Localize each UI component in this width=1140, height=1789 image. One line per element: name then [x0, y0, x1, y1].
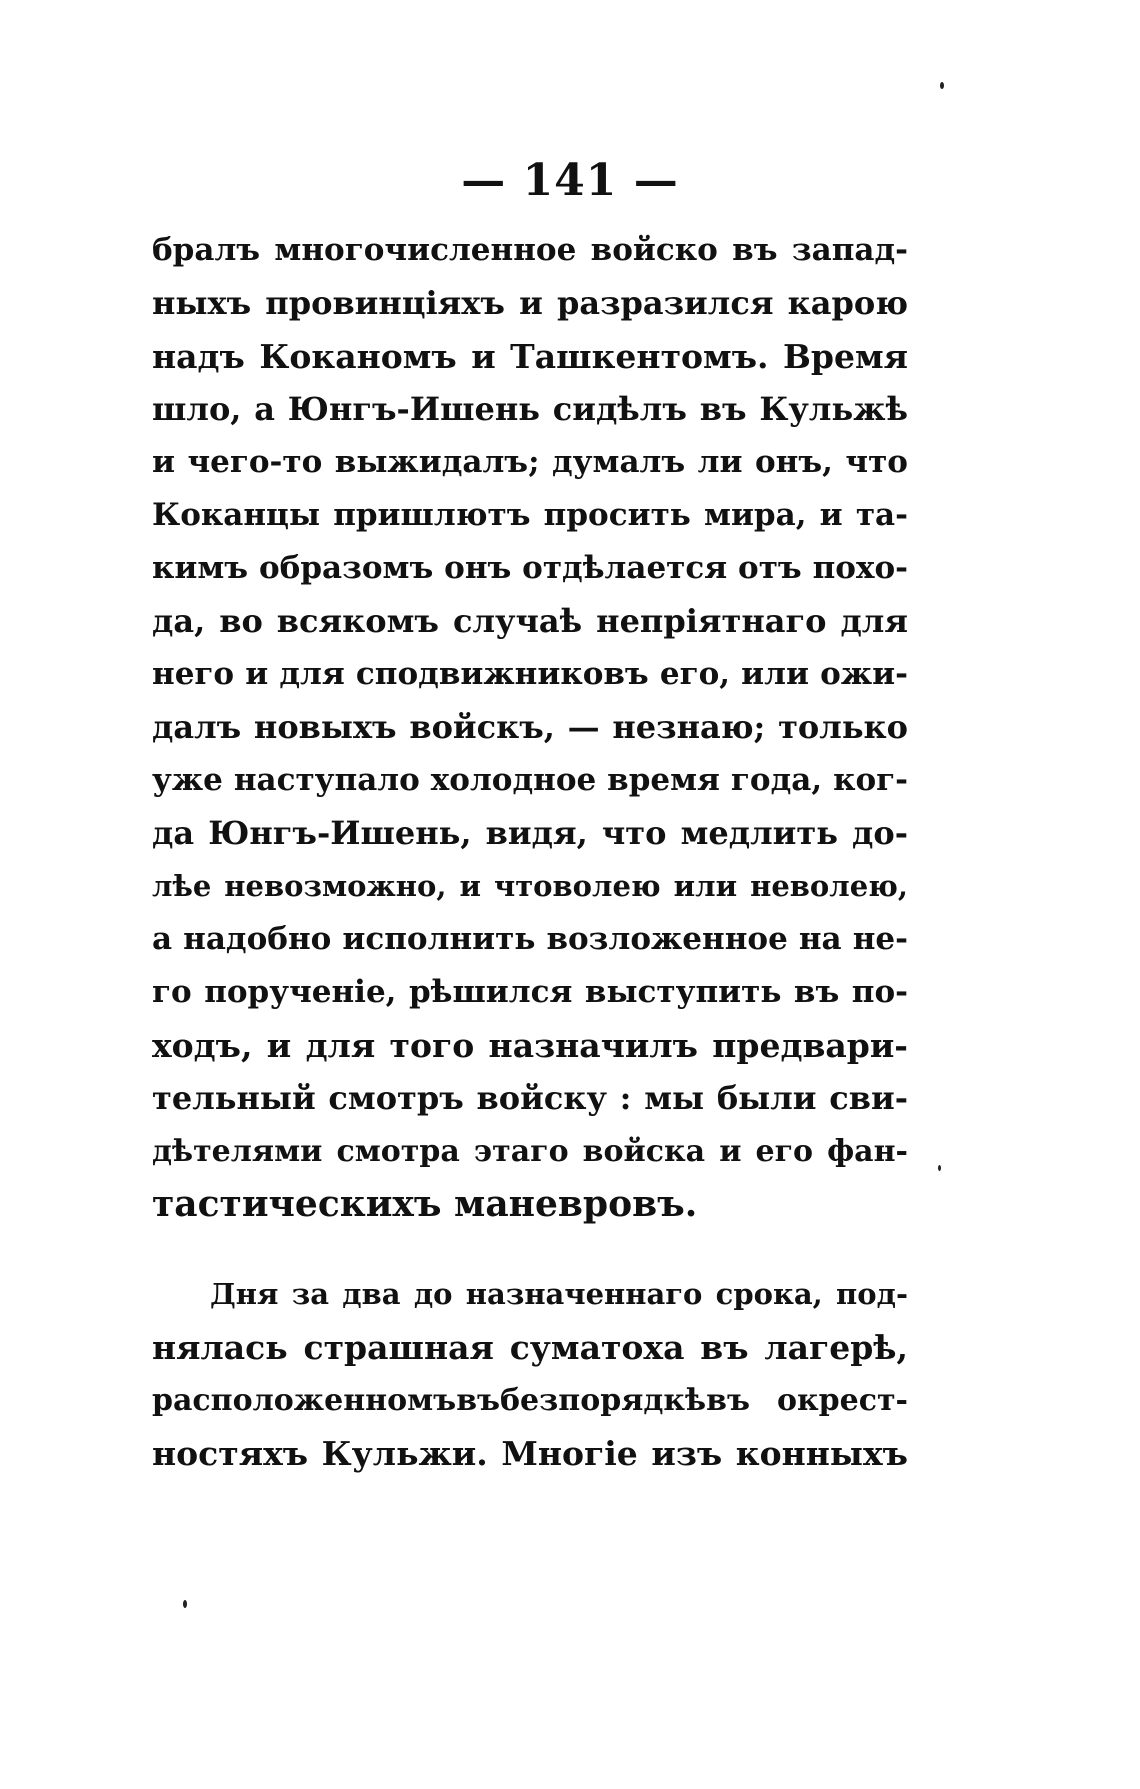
text-line: ностяхъ Кульжи. Многіе изъ конныхъ [152, 1434, 908, 1473]
text-line: а надобно исполнить возложенное на не- [152, 921, 908, 957]
text-line: бралъ многочисленное войско въ запад- [152, 232, 908, 268]
text-line: Коканцы пришлютъ просить мира, и та- [152, 497, 908, 533]
text-line: лѣе невозможно, и чтоволею или неволею, [152, 869, 908, 903]
text-line: него и для сподвижниковъ его, или ожи- [152, 656, 908, 692]
text-line: да, во всякомъ случаѣ непріятнаго для [152, 602, 908, 640]
text-line: да Юнгъ-Ишень, видя, что медлить до- [152, 814, 908, 852]
text-line: шло, а Юнгъ-Ишень сидѣлъ въ Кульжѣ [152, 390, 908, 428]
text-line: тельный смотръ войску : мы были сви- [152, 1079, 908, 1117]
ink-speck [183, 1600, 187, 1608]
text-line: уже наступало холодное время года, ког- [152, 762, 908, 798]
text-line: ныхъ провинціяхъ и разразился карою [152, 284, 908, 322]
text-line: дѣтелями смотра этаго войска и его фан- [152, 1134, 908, 1169]
text-line: Дня за два до назначеннаго срока, под- [210, 1277, 908, 1311]
text-line: нялась страшная суматоха въ лагерѣ, [152, 1328, 908, 1367]
text-line: ходъ, и для того назначилъ предвари- [152, 1026, 908, 1065]
ink-speck [940, 82, 944, 89]
ink-speck [938, 1165, 941, 1171]
page-number: — 141 — [461, 155, 679, 206]
text-line: и чего-то выжидалъ; думалъ ли онъ, что [152, 444, 908, 480]
text-line: тастическихъ маневровъ. [152, 1183, 698, 1225]
text-line: расположенномъвъбезпорядкѣвъ окрест- [152, 1383, 908, 1418]
text-line: надъ Коканомъ и Ташкентомъ. Время [152, 337, 908, 376]
text-line: го порученіе, рѣшился выступить въ по- [152, 974, 908, 1010]
text-line: далъ новыхъ войскъ, — незнаю; только [152, 708, 908, 746]
paragraph [152, 224, 908, 1231]
paragraph [152, 1268, 908, 1480]
text-line: кимъ образомъ онъ отдѣлается отъ похо- [152, 550, 908, 586]
